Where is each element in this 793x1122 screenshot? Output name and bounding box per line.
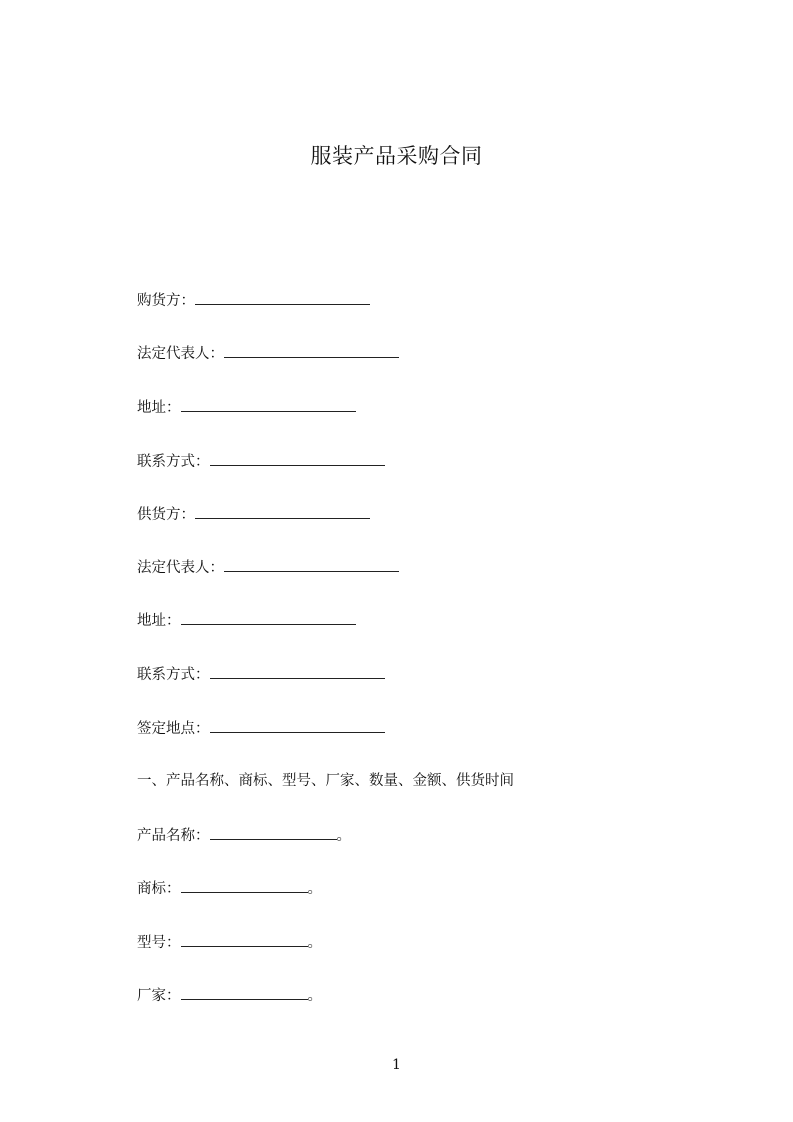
seller-blank[interactable] bbox=[195, 504, 370, 519]
manufacturer-label: 厂家： bbox=[137, 988, 181, 1004]
buyer-representative-field bbox=[137, 343, 399, 364]
seller-label: 供货方： bbox=[137, 507, 195, 523]
page-number: 1 bbox=[392, 1057, 401, 1073]
seller-contact-label: 联系方式： bbox=[137, 667, 210, 683]
model-blank[interactable] bbox=[181, 932, 308, 947]
seller-representative-label: 法定代表人： bbox=[137, 560, 224, 576]
trademark-field bbox=[137, 878, 322, 899]
trademark-label: 商标： bbox=[137, 881, 181, 897]
seller-representative-blank[interactable] bbox=[224, 557, 399, 572]
manufacturer-blank[interactable] bbox=[181, 985, 308, 1000]
buyer-address-field bbox=[137, 397, 356, 418]
seller-address-blank[interactable] bbox=[181, 610, 356, 625]
seller-contact-field bbox=[137, 664, 385, 685]
section-1-heading: 一、产品名称、商标、型号、厂家、数量、金额、供货时间 bbox=[137, 773, 514, 789]
buyer-contact-blank[interactable] bbox=[210, 451, 385, 466]
seller-field bbox=[137, 504, 370, 525]
document-title: 服装产品采购合同 bbox=[310, 144, 483, 168]
model-label: 型号： bbox=[137, 935, 181, 951]
buyer-label: 购货方： bbox=[137, 293, 195, 309]
trademark-blank[interactable] bbox=[181, 878, 308, 893]
product-name-blank[interactable] bbox=[210, 825, 337, 840]
buyer-contact-field bbox=[137, 451, 385, 472]
buyer-contact-label: 联系方式： bbox=[137, 454, 210, 470]
buyer-representative-blank[interactable] bbox=[224, 343, 399, 358]
buyer-field bbox=[137, 290, 370, 311]
manufacturer-field bbox=[137, 985, 322, 1006]
sign-place-blank[interactable] bbox=[210, 718, 385, 733]
buyer-representative-label: 法定代表人： bbox=[137, 346, 224, 362]
seller-address-label: 地址： bbox=[137, 613, 181, 629]
period-mark: 。 bbox=[307, 988, 322, 1004]
buyer-blank[interactable] bbox=[195, 290, 370, 305]
seller-representative-field bbox=[137, 557, 399, 578]
buyer-address-label: 地址： bbox=[137, 400, 181, 416]
sign-place-label: 签定地点： bbox=[137, 721, 210, 737]
seller-address-field bbox=[137, 610, 356, 631]
period-mark: 。 bbox=[336, 828, 351, 844]
product-name-field bbox=[137, 825, 351, 846]
product-name-label: 产品名称： bbox=[137, 828, 210, 844]
period-mark: 。 bbox=[307, 881, 322, 897]
model-field bbox=[137, 932, 322, 953]
sign-place-field bbox=[137, 718, 385, 739]
period-mark: 。 bbox=[307, 935, 322, 951]
seller-contact-blank[interactable] bbox=[210, 664, 385, 679]
buyer-address-blank[interactable] bbox=[181, 397, 356, 412]
